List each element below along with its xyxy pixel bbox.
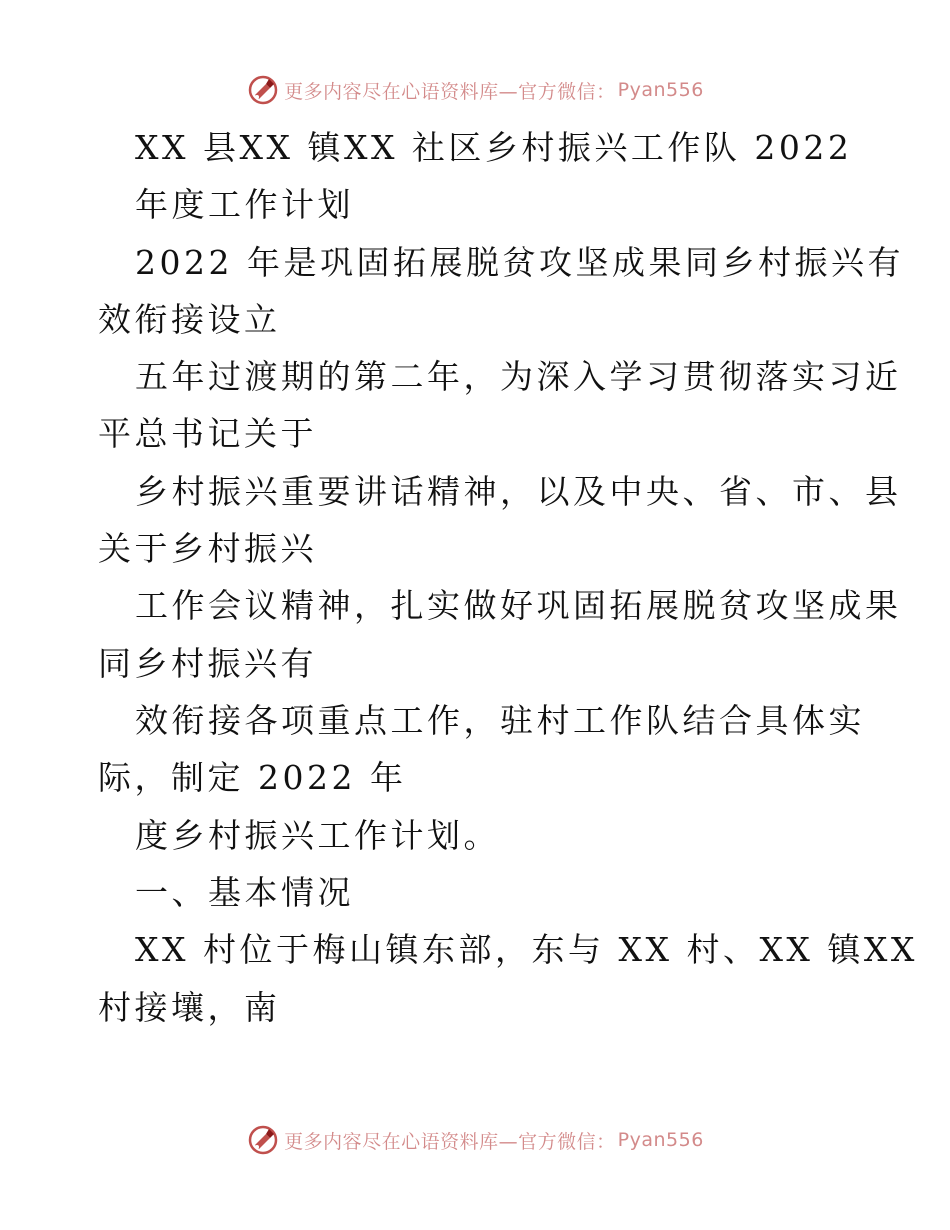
doc-line: 效衔接各项重点工作，驻村工作队结合具体实 — [135, 701, 865, 740]
doc-line: XX 县XX 镇XX 社区乡村振兴工作队 2022 — [135, 128, 853, 167]
doc-line: 2022 年是巩固拓展脱贫攻坚成果同乡村振兴有 — [135, 243, 904, 282]
red-pen-seal-icon — [246, 1123, 280, 1157]
doc-line: 度乡村振兴工作计划。 — [135, 816, 500, 855]
doc-line: 乡村振兴重要讲话精神，以及中央、省、市、县 — [135, 472, 902, 511]
doc-line: 年度工作计划 — [135, 185, 354, 224]
doc-line: 同乡村振兴有 — [98, 644, 317, 683]
doc-line: 村接壤，南 — [98, 988, 281, 1027]
doc-line: 平总书记关于 — [98, 414, 317, 453]
red-pen-seal-icon — [246, 73, 280, 107]
watermark-wechat-id: Pyan556 — [617, 79, 704, 101]
watermark-wechat-id: Pyan556 — [617, 1129, 704, 1151]
doc-line: 关于乡村振兴 — [98, 529, 317, 568]
doc-line: 效衔接设立 — [98, 300, 281, 339]
doc-line: XX 村位于梅山镇东部，东与 XX 村、XX 镇XX — [135, 930, 918, 969]
footer-watermark — [0, 1120, 950, 1160]
doc-line: 五年过渡期的第二年，为深入学习贯彻落实习近 — [135, 357, 902, 396]
header-watermark — [0, 70, 950, 110]
doc-line: 际，制定 2022 年 — [98, 758, 407, 797]
watermark-text: 更多内容尽在心语资料库—官方微信： — [284, 80, 616, 103]
doc-line: 工作会议精神，扎实做好巩固拓展脱贫攻坚成果 — [135, 586, 902, 625]
watermark-text: 更多内容尽在心语资料库—官方微信： — [284, 1130, 616, 1153]
section-heading: 一、基本情况 — [135, 873, 354, 912]
